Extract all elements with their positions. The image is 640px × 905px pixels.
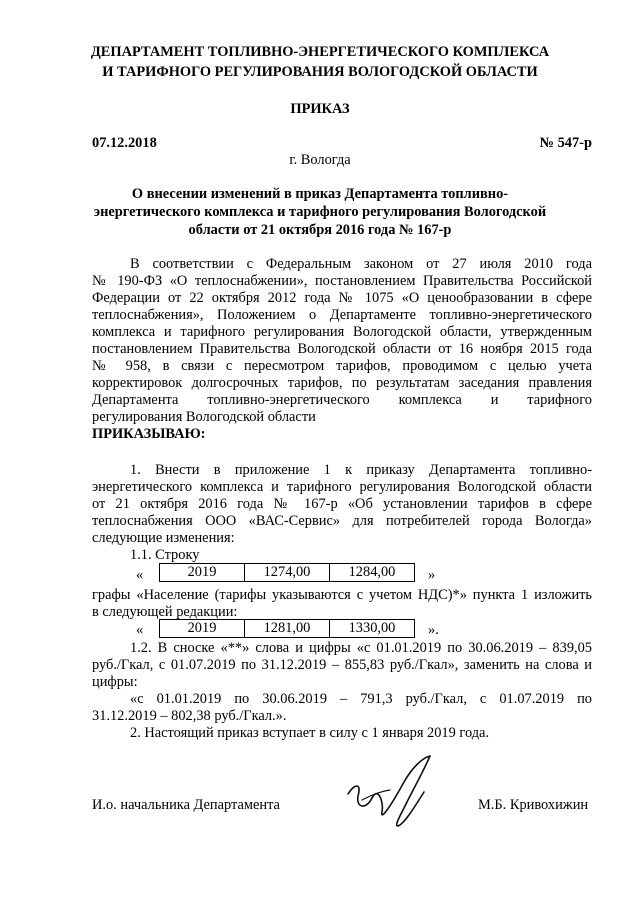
subitem-1-2-line3: цифры: bbox=[92, 674, 138, 690]
open-quote: « bbox=[136, 567, 144, 583]
value-cell: 1330,00 bbox=[330, 620, 415, 638]
order-word: ПРИКАЗЫВАЮ: bbox=[92, 426, 206, 442]
value-cell: 1281,00 bbox=[245, 620, 330, 638]
preamble-word: соответствии bbox=[152, 256, 234, 272]
preamble-word: с bbox=[246, 256, 254, 272]
preamble-word: 27 bbox=[452, 256, 467, 272]
item1-line3: от 21 октября 2016 года № 167-р «Об установлении тарифов в сфере bbox=[92, 496, 592, 512]
preamble-line2: № 190-ФЗ «О теплоснабжении», постановлением Правительства Российской bbox=[92, 273, 592, 289]
title-line1: О внесении изменений в приказ Департамента топливно- bbox=[131, 186, 509, 202]
item1-line4: теплоснабжения ООО «ВАС-Сервис» для потребителей города Вологда» bbox=[92, 513, 592, 529]
item1-after-line1: графы «Население (тарифы указываются с учетом НДС)*» пункта 1 изложить bbox=[92, 587, 592, 603]
table-row bbox=[160, 620, 415, 638]
item2: 2. Настоящий приказ вступает в силу с 1 января 2019 года. bbox=[130, 725, 490, 741]
close-quote: » bbox=[428, 567, 436, 583]
signatory-name: М.Б. Кривохижин bbox=[478, 797, 589, 813]
department-name-line1: ДЕПАРТАМЕНТ ТОПЛИВНО-ЭНЕРГЕТИЧЕСКОГО КОМПЛЕКСА bbox=[90, 44, 550, 60]
preamble-line9 bbox=[92, 392, 592, 409]
preamble-word: июля bbox=[479, 256, 512, 272]
preamble-word: и bbox=[490, 392, 499, 408]
department-name-line2: И ТАРИФНОГО РЕГУЛИРОВАНИЯ ВОЛОГОДСКОЙ ОБЛАСТИ bbox=[102, 64, 538, 80]
preamble-word: 2010 bbox=[524, 256, 554, 272]
preamble-word: тарифного bbox=[527, 392, 592, 408]
open-quote: « bbox=[136, 622, 144, 638]
item1-line1: 1. Внести в приложение 1 к приказу Департамента топливно- bbox=[130, 462, 592, 478]
order-city: г. Вологда bbox=[289, 152, 351, 168]
preamble-line7: № 958, в связи с пересмотром тарифов, проводимом с целью учета bbox=[92, 358, 592, 374]
preamble-line5: комплекса и тарифного регулирования Вологодской области, утвержденным bbox=[92, 324, 592, 340]
table-row bbox=[160, 564, 415, 582]
preamble-line8: корректировок долгосрочных тарифов, по результатам заседания правления bbox=[92, 375, 592, 391]
table-new-row bbox=[159, 619, 415, 638]
document-type: ПРИКАЗ bbox=[290, 101, 350, 117]
value-cell: 1284,00 bbox=[330, 564, 415, 582]
preamble-word: года bbox=[565, 256, 592, 272]
title-line3: области от 21 октября 2016 года № 167-р bbox=[188, 222, 452, 238]
close-quote: ». bbox=[428, 622, 439, 638]
quote-line2: 31.12.2019 – 802,38 руб./Гкал.». bbox=[92, 708, 287, 724]
subitem-1-2-line1: 1.2. В сноске «**» слова и цифры «с 01.01.2019 по 30.06.2019 – 839,05 bbox=[130, 640, 592, 656]
table-old-row bbox=[159, 563, 415, 582]
preamble-line3: Федерации от 22 октября 2012 года № 1075 «О ценообразовании в сфере bbox=[92, 290, 592, 306]
signatory-position: И.о. начальника Департамента bbox=[92, 797, 280, 813]
order-date: 07.12.2018 bbox=[92, 135, 157, 151]
order-number: № 547-р bbox=[539, 135, 592, 151]
preamble-line1 bbox=[130, 256, 592, 273]
year-cell: 2019 bbox=[160, 564, 245, 582]
preamble-word: Департамента bbox=[92, 392, 179, 408]
subitem-1-1: 1.1. Строку bbox=[130, 547, 200, 563]
preamble-word: топливно-энергетического bbox=[207, 392, 370, 408]
preamble-word: от bbox=[426, 256, 440, 272]
item1-line2: энергетического комплекса и тарифного регулирования Вологодской области bbox=[92, 479, 592, 495]
preamble-word: законом bbox=[363, 256, 414, 272]
subitem-1-2-line2: руб./Гкал, с 01.07.2019 по 31.12.2019 – 855,83 руб./Гкал», заменить на слова и bbox=[92, 657, 592, 673]
preamble-word: Федеральным bbox=[265, 256, 352, 272]
preamble-word: В bbox=[130, 256, 140, 272]
title-line2: энергетического комплекса и тарифного регулирования Вологодской bbox=[93, 204, 547, 220]
preamble-line10: регулирования Вологодской области bbox=[92, 409, 316, 425]
item1-after-line2: в следующей редакции: bbox=[92, 604, 238, 620]
item1-line5: следующие изменения: bbox=[92, 530, 235, 546]
preamble-line6: постановлением Правительства Вологодской области от 16 ноября 2015 года bbox=[92, 341, 592, 357]
preamble-line4: теплоснабжения», Положением о Департаменте топливно-энергетического bbox=[92, 307, 592, 323]
preamble-word: комплекса bbox=[398, 392, 462, 408]
handwritten-signature bbox=[332, 752, 442, 832]
quote-line1: «с 01.01.2019 по 30.06.2019 – 791,3 руб./Гкал, с 01.07.2019 по bbox=[130, 691, 592, 707]
year-cell: 2019 bbox=[160, 620, 245, 638]
value-cell: 1274,00 bbox=[245, 564, 330, 582]
